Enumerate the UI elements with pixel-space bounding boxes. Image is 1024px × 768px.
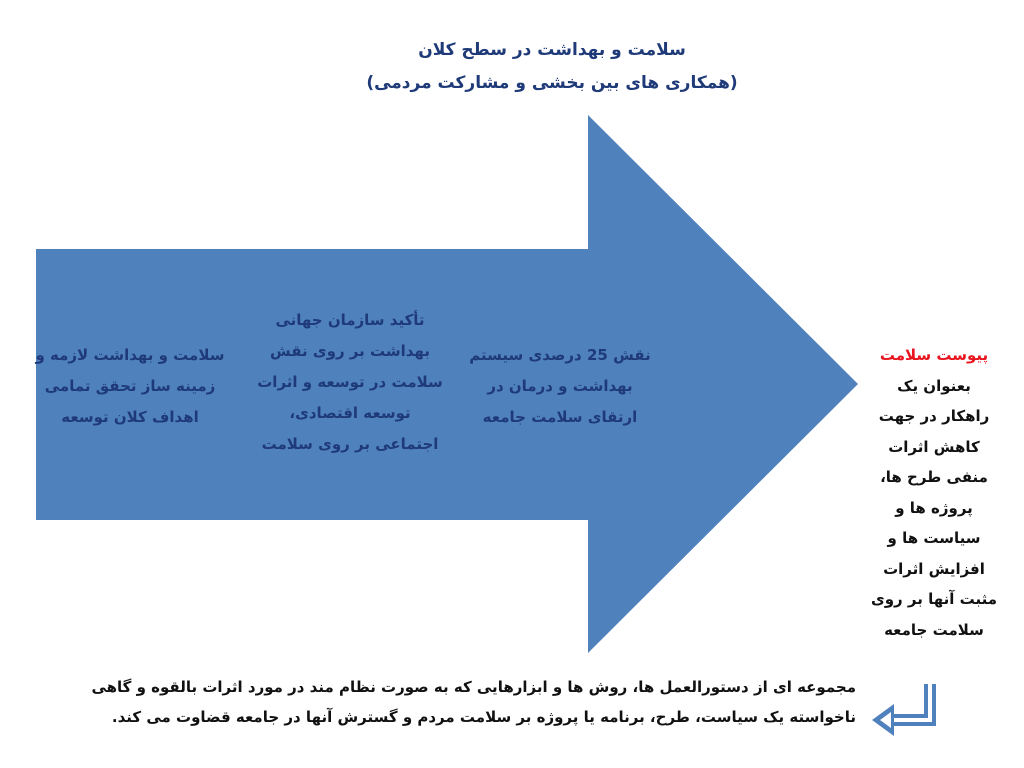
outcome-line-7: افزایش اثرات: [883, 559, 985, 578]
segment-2-line-1: تأکید سازمان جهانی: [275, 311, 425, 329]
outcome-line-1: بعنوان یک: [897, 376, 971, 395]
outcome-line-9: سلامت جامعه: [884, 620, 984, 639]
arrow-segment-3: [455, 340, 665, 433]
outcome-text: [864, 340, 1004, 645]
definition-line-1: مجموعه ای از دستورالعمل ها، روش ها و ابزارهایی که به صورت نظام مند در مورد اثرات بالقوه و گاهی: [91, 678, 856, 696]
outcome-line-3: کاهش اثرات: [888, 437, 980, 456]
outcome-highlight: پیوست سلامت: [879, 346, 989, 364]
outcome-line-2: راهکار در جهت: [878, 407, 990, 425]
segment-2-line-3: سلامت در توسعه و اثرات: [257, 373, 443, 391]
return-arrow-icon[interactable]: [866, 680, 942, 742]
arrow-segment-1: [10, 340, 250, 433]
definition-line-2: ناخواسته یک سیاست، طرح، برنامه یا پروژه بر سلامت مردم و گسترش آنها در جامعه قضاوت می کند.: [111, 708, 856, 726]
title-line-2: (همکاری های بین بخشی و مشارکت مردمی): [366, 73, 738, 93]
outcome-line-5: پروژه ها و: [895, 498, 973, 517]
segment-3-line-1: نقش 25 درصدی سیستم: [469, 346, 651, 364]
segment-2-line-2: بهداشت بر روی نقش: [270, 342, 430, 360]
segment-1-line-2: زمینه ساز تحقق تمامی: [44, 377, 216, 395]
segment-2-line-5: اجتماعی بر روی سلامت: [261, 435, 439, 453]
definition-text: [91, 672, 856, 732]
segment-3-line-2: بهداشت و درمان در: [487, 377, 633, 395]
outcome-line-8: مثبت آنها بر روی: [870, 590, 998, 608]
segment-1-line-3: اهداف کلان توسعه: [61, 408, 199, 426]
segment-2-line-4: توسعه اقتصادی،: [289, 404, 411, 422]
title-line-1: سلامت و بهداشت در سطح کلان: [418, 40, 686, 60]
arrow-segment-2: [245, 305, 455, 460]
segment-3-line-3: ارتقای سلامت جامعه: [482, 408, 638, 426]
segment-1-line-1: سلامت و بهداشت لازمه و: [35, 346, 225, 364]
outcome-line-6: سیاست ها و: [887, 529, 981, 547]
outcome-line-4: منفی طرح ها،: [880, 468, 988, 486]
